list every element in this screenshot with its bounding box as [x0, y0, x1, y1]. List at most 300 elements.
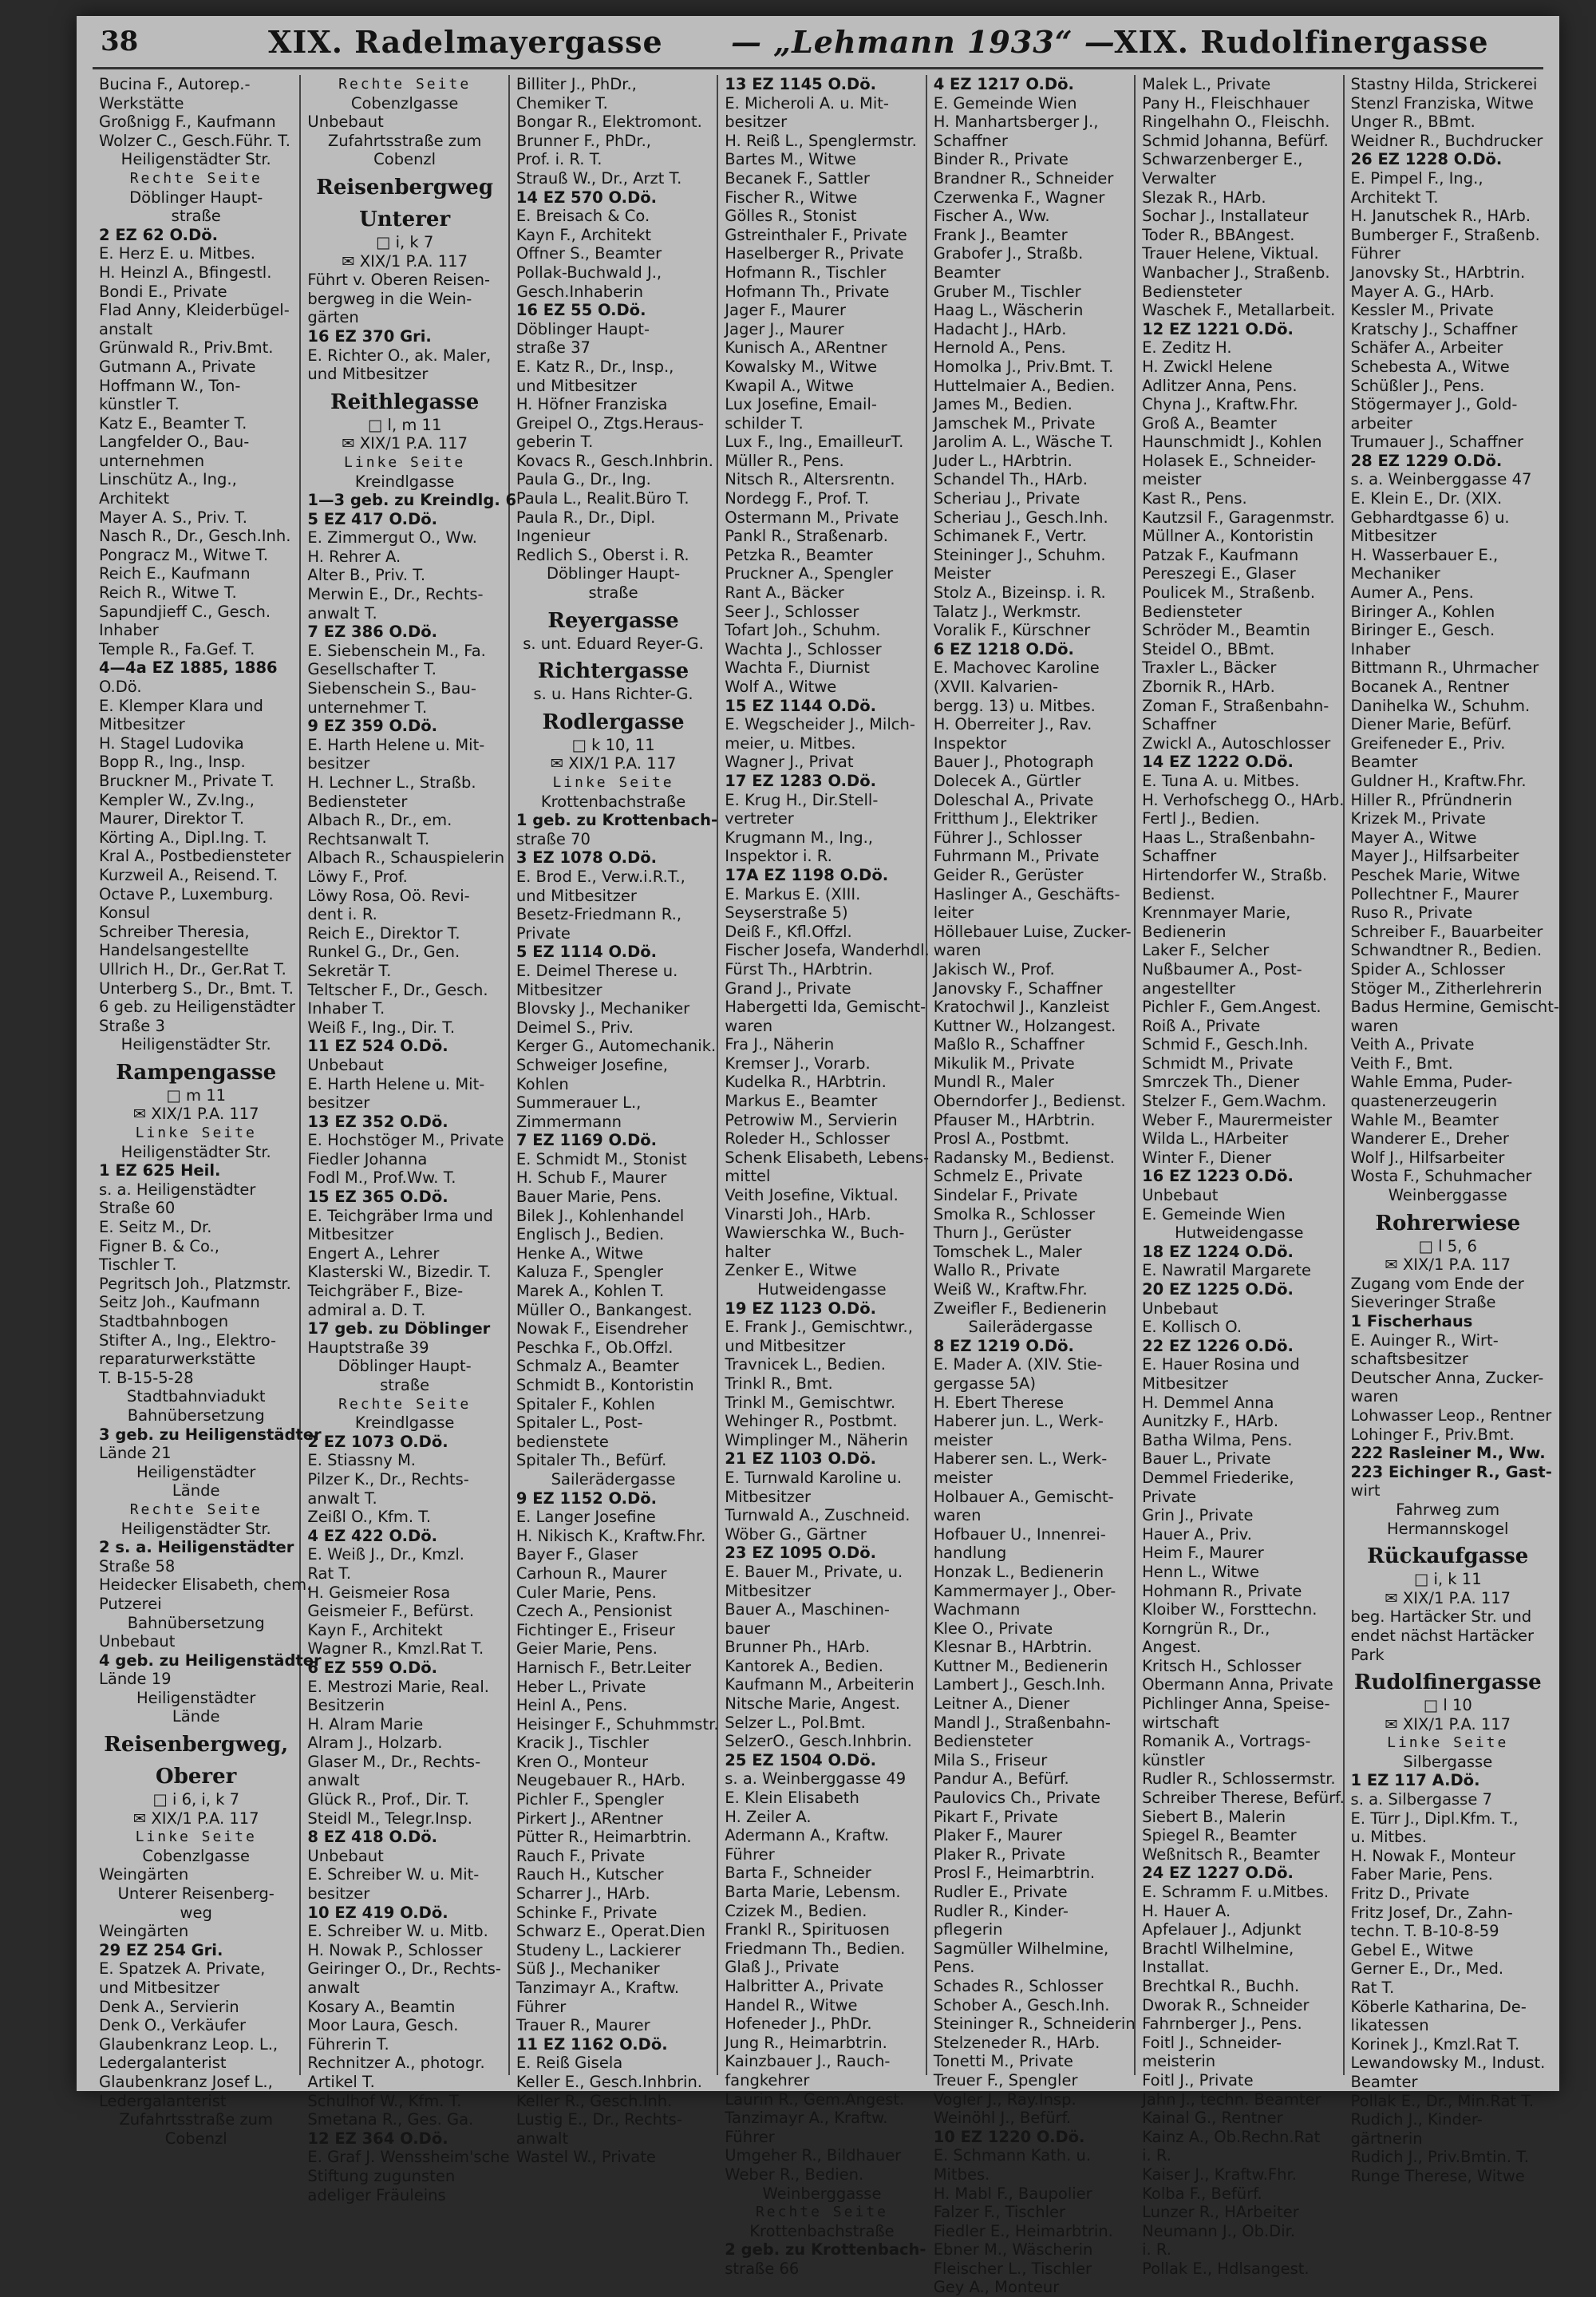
resident-entry: und Mitbesitzer [725, 1336, 846, 1355]
cross-street-label: Weinberggasse [762, 2184, 882, 2203]
resident-entry: Besetz-Friedmann R., [516, 905, 682, 924]
resident-entry: Bedienerin [1142, 922, 1227, 941]
resident-entry: Prosl F., Heimarbtrin. [933, 1864, 1096, 1883]
resident-entry: H. Zwickl Helene [1142, 357, 1273, 376]
resident-entry: Rudler R., Schlossermstr. [1142, 1769, 1336, 1789]
resident-entry: mittel [725, 1167, 771, 1186]
resident-entry: Rauch H., Kutscher [516, 1865, 664, 1884]
house-number-entry: 13 EZ 1145 O.Dö. [725, 75, 877, 93]
resident-entry: Ledergalanterist [99, 2091, 227, 2110]
house-number-entry: 11 EZ 524 O.Dö. [307, 1037, 448, 1056]
resident-entry: E. Zimmergut O., Ww. [307, 528, 477, 548]
resident-entry: künstler [1142, 1750, 1205, 1769]
resident-entry: likatessen [1350, 2016, 1429, 2035]
resident-entry: E. Krug H., Dir.Stell- [725, 790, 879, 809]
resident-entry: Albach R., Dr., em. [307, 811, 452, 830]
resident-entry: H. Heinzl A., Bfingestl. [99, 263, 272, 282]
resident-entry: meister [933, 1468, 993, 1487]
house-number-entry: 8 EZ 418 O.Dö. [307, 1828, 438, 1847]
resident-entry: Hohmann R., Private [1142, 1581, 1302, 1600]
resident-entry: Pereszegi E., Glaser [1142, 564, 1296, 583]
resident-entry: Blovsky J., Mechaniker [516, 999, 690, 1018]
resident-entry: Schober A., Gesch.Inh. [933, 1995, 1110, 2014]
cross-street-label: weg [180, 1903, 212, 1922]
resident-entry: Kwapil A., Witwe [725, 376, 854, 395]
resident-entry: Wahle Emma, Puder- [1350, 1073, 1513, 1092]
resident-entry: Guldner H., Kraftw.Fhr. [1350, 771, 1527, 790]
resident-entry: Lände 21 [99, 1444, 172, 1463]
street-side-label: Linke Seite [344, 453, 466, 471]
street-heading: Rohrerwiese [1375, 1211, 1521, 1235]
resident-entry: E. Reiß Gisela [516, 2054, 623, 2073]
resident-entry: Veith F., Bmt. [1350, 1054, 1453, 1073]
resident-entry: i. R. [1142, 2146, 1171, 2165]
resident-entry: Hirtendorfer W., Straßb. [1142, 865, 1328, 884]
resident-entry: Nußbaumer A., Post- [1142, 959, 1302, 978]
resident-entry: arbeiter [1350, 413, 1412, 433]
resident-entry: gärtnerin [1350, 2129, 1423, 2148]
resident-entry: Barta Marie, Lebensm. [725, 1883, 901, 1901]
resident-entry: E. Mader A. (XIV. Stie- [933, 1355, 1103, 1374]
resident-entry: Scharrer J., HArb. [516, 1884, 650, 1904]
street-info: ✉ XIX/1 P.A. 117 [1385, 1255, 1511, 1275]
resident-entry: Pens. [933, 1958, 975, 1977]
resident-entry: Hauer A., Priv. [1142, 1524, 1252, 1544]
resident-entry: Straße 3 [99, 1016, 165, 1035]
resident-entry: Zbornik R., HArb. [1142, 678, 1275, 696]
resident-entry: Nowak F., Eisendreher [516, 1319, 689, 1338]
resident-entry: Unbebaut [1142, 1299, 1219, 1318]
resident-entry: Schmelz E., Private [933, 1167, 1083, 1186]
resident-entry: Lewandowsky M., Indust. [1350, 2054, 1546, 2073]
resident-entry: Schreiber Therese, Befürf. [1142, 1789, 1345, 1808]
resident-entry: H. Hauer A. [1142, 1901, 1231, 1920]
resident-entry: Mayer A. S., Priv. T. [99, 508, 247, 527]
resident-entry: Krennmayer Marie, [1142, 903, 1291, 923]
resident-entry: E. Harth Helene u. Mit- [307, 1074, 485, 1093]
resident-entry: Grand J., Private [725, 978, 851, 998]
resident-entry: Markus E., Beamter [725, 1092, 878, 1111]
resident-entry: Mitbesitzer [725, 1581, 812, 1600]
house-number-entry: 2 s. a. Heiligenstädter [99, 1538, 294, 1557]
resident-entry: Wastel W., Private [516, 2148, 656, 2167]
house-number-entry: 3 geb. zu Heiligenstädter [99, 1425, 322, 1444]
resident-entry: Kempler W., Zv.Ing., [99, 790, 255, 809]
resident-entry: Führer [725, 1844, 775, 1864]
resident-entry: Faber Marie, Pens. [1350, 1865, 1493, 1884]
house-number-entry: 5 EZ 1114 O.Dö. [516, 943, 658, 962]
house-number-entry: 2 EZ 62 O.Dö. [99, 225, 219, 244]
resident-entry: Groß A., Beamter [1142, 413, 1277, 433]
resident-entry: Gesch.Inhaberin [516, 282, 643, 301]
resident-entry: Fahrnberger J., Pens. [1142, 2014, 1302, 2034]
resident-entry: E. Klein E., Dr. (XIX. [1350, 489, 1503, 508]
resident-entry: beg. Hartäcker Str. und [1350, 1607, 1532, 1627]
resident-entry: H. Geismeier Rosa [307, 1583, 451, 1602]
resident-entry: Rauch F., Private [516, 1846, 646, 1865]
resident-entry: Reich E., Direktor T. [307, 923, 460, 943]
resident-entry: Runkel G., Dr., Gen. [307, 943, 460, 962]
resident-entry: Unbebaut [99, 1632, 176, 1651]
resident-entry: Katz E., Beamter T. [99, 413, 247, 433]
resident-entry: Schröder M., Beamtin [1142, 621, 1310, 640]
resident-entry: Adlitzer Anna, Pens. [1142, 376, 1298, 395]
resident-entry: O.Dö. [99, 678, 142, 696]
resident-entry: E. Stiassny M. [307, 1451, 416, 1470]
resident-entry: Gey A., Monteur [933, 2278, 1060, 2297]
resident-entry: Stiftung zugunsten [307, 2166, 456, 2185]
resident-entry: Schaffner [933, 131, 1008, 150]
resident-entry: meier, u. Mitbes. [725, 733, 856, 753]
house-number-entry: 20 EZ 1225 O.Dö. [1142, 1280, 1294, 1299]
resident-entry: Kren O., Monteur [516, 1752, 649, 1771]
resident-entry: Unbebaut [307, 1846, 384, 1865]
cross-street-label: Heiligenstädter Str. [120, 1035, 271, 1054]
resident-entry: Hoffmann W., Ton- [99, 376, 241, 395]
resident-entry: Kurzweil A., Reisend. T. [99, 865, 279, 884]
resident-entry: Schandel Th., HArb. [933, 470, 1088, 489]
street-info: □ m 11 [166, 1085, 227, 1105]
resident-entry: Radansky M., Bedienst. [933, 1148, 1115, 1167]
resident-entry: Müller O., Bankangest. [516, 1300, 693, 1319]
resident-entry: Wawierschka W., Buch- [725, 1224, 905, 1243]
resident-entry: pflegerin [933, 1920, 1003, 1939]
resident-entry: angestellter [1142, 978, 1236, 998]
resident-entry: Pichlinger Anna, Speise- [1142, 1694, 1330, 1714]
resident-entry: admiral a. D. T. [307, 1300, 426, 1319]
resident-entry: Keller R., Gesch.Inh. [516, 2091, 673, 2110]
column-4 [718, 75, 930, 2278]
resident-entry: Kudelka R., HArbtrin. [725, 1073, 887, 1092]
resident-entry: Romanik A., Vortrags- [1142, 1732, 1311, 1751]
resident-entry: H. Nowak F., Monteur [1350, 1846, 1515, 1865]
resident-entry: Wachta J., Schlosser [725, 639, 882, 658]
resident-entry: Bittmann R., Uhrmacher [1350, 658, 1539, 678]
house-number-entry: 17 geb. zu Döblinger [307, 1319, 491, 1338]
resident-entry: Kessler M., Private [1350, 301, 1494, 320]
resident-entry: Zimmermann [516, 1112, 622, 1131]
resident-entry: Fra J., Näherin [725, 1035, 835, 1054]
resident-entry: Bauer A., Maschinen- [725, 1600, 890, 1619]
house-number-entry: 7 EZ 386 O.Dö. [307, 623, 438, 642]
resident-entry: James M., Bedien. [933, 395, 1073, 414]
resident-entry: Trauer Helene, Viktual. [1142, 244, 1319, 263]
resident-entry: E. Auinger R., Wirt- [1350, 1330, 1499, 1350]
resident-entry: Frank J., Beamter [933, 225, 1068, 244]
cross-street-label: Hermannskogel [1387, 1519, 1509, 1538]
resident-entry: Slezak R., HArb. [1142, 188, 1266, 207]
resident-entry: Kloiber W., Forsttechn. [1142, 1600, 1317, 1619]
resident-entry: Wolf J., Hilfsarbeiter [1350, 1148, 1505, 1167]
resident-entry: E. Schreiber W. u. Mit- [307, 1865, 480, 1884]
cross-street-label: straße [588, 583, 638, 603]
resident-entry: Nasch R., Dr., Gesch.Inh. [99, 527, 291, 546]
header-right-street: XIX. Rudolfinergasse [1114, 24, 1489, 60]
resident-entry: Kantorek A., Bedien. [725, 1656, 883, 1675]
resident-entry: Unterberg S., Dr., Bmt. T. [99, 978, 294, 998]
resident-entry: Werkstätte [99, 93, 184, 113]
house-number-entry: 4—4a EZ 1885, 1886 [99, 658, 278, 678]
resident-entry: Ruso R., Private [1350, 903, 1473, 923]
resident-entry: Octave P., Luxemburg. [99, 884, 274, 903]
resident-entry: Verwalter [1142, 168, 1216, 188]
resident-entry: Rat T. [1350, 1979, 1395, 1997]
resident-entry: waren [1350, 1016, 1399, 1035]
resident-entry: Pongracz M., Witwe T. [99, 545, 269, 564]
resident-entry: Stifter A., Ing., Elektro- [99, 1330, 277, 1350]
resident-entry: Spitaler L., Post- [516, 1413, 643, 1433]
house-number-entry: 1 EZ 625 Heil. [99, 1161, 221, 1180]
resident-entry: Gebhardtgasse 6) u. [1350, 508, 1510, 527]
resident-entry: H. Ebert Therese [933, 1393, 1064, 1412]
resident-entry: Pany H., Fleischhauer [1142, 93, 1310, 113]
resident-entry: Kowalsky M., Witwe [725, 357, 878, 376]
resident-entry: Trauer R., Maurer [516, 2016, 650, 2035]
resident-entry: Ledergalanterist [99, 2054, 227, 2073]
resident-entry: Schreiber F., Bauarbeiter [1350, 922, 1543, 941]
resident-entry: Krugmann M., Ing., [725, 828, 873, 847]
house-number-entry: 8 EZ 1219 O.Dö. [933, 1336, 1074, 1355]
resident-entry: Maurer, Direktor T. [99, 809, 245, 828]
resident-entry: Kainzbauer J., Rauch- [725, 2052, 891, 2071]
resident-entry: Weiß F., Ing., Dir. T. [307, 1018, 456, 1037]
resident-entry: leiter [933, 903, 974, 923]
street-info: □ l 10 [1423, 1696, 1472, 1715]
resident-entry: Steidel O., BBmt. [1142, 639, 1275, 658]
street-side-label: Rechte Seite [129, 1500, 263, 1518]
street-heading: Rückaufgasse [1367, 1544, 1529, 1569]
resident-entry: Kritsch H., Schlosser [1142, 1656, 1302, 1675]
resident-entry: Rechtsanwalt T. [307, 829, 430, 848]
resident-entry: Straße 58 [99, 1556, 176, 1575]
resident-entry: Jager J., Maurer [725, 319, 844, 338]
resident-entry: H. Lechner L., Straßb. [307, 773, 476, 792]
resident-entry: Müllner A., Kontoristin [1142, 527, 1314, 546]
resident-entry: Unger R., BBmt. [1350, 113, 1476, 132]
resident-entry: Lunzer R., HArbeiter [1142, 2203, 1299, 2222]
resident-entry: Beamter [1350, 753, 1418, 772]
resident-entry: Bondi E., Private [99, 282, 227, 301]
resident-entry: E. Hauer Rosina und [1142, 1355, 1300, 1374]
resident-entry: Ringelhahn O., Fleischh. [1142, 113, 1330, 132]
resident-entry: Mitbesitzer [725, 1487, 812, 1506]
resident-entry: Schmid Johanna, Befürf. [1142, 131, 1329, 150]
resident-entry: Haberer sen. L., Werk- [933, 1449, 1108, 1469]
resident-entry: Mitbes. [933, 2165, 990, 2184]
resident-entry: handlung [933, 1544, 1007, 1563]
house-number-entry: 1—3 geb. zu Kreindlg. 6 [307, 491, 517, 510]
resident-entry: Rudich J., Priv.Bmtin. T. [1350, 2148, 1530, 2167]
resident-entry: Fritz Josef, Dr., Zahn- [1350, 1903, 1513, 1922]
resident-entry: Holasek E., Schneider- [1142, 451, 1317, 470]
resident-entry: Trinkl R., Bmt. [725, 1374, 833, 1393]
resident-entry: und Mitbesitzer [516, 886, 637, 905]
cross-street-label: Silbergasse [1403, 1752, 1493, 1771]
cross-street-label: Fahrweg zum [1396, 1500, 1500, 1519]
cross-street-label: Heiligenstädter [136, 1688, 256, 1707]
resident-entry: Schulhof W., Kfm. T. [307, 2091, 462, 2110]
resident-entry: Mandl J., Straßenbahn- [933, 1713, 1111, 1732]
resident-entry: Führt v. Oberen Reisen- [307, 271, 491, 290]
resident-entry: Wolzer C., Gesch.Führ. T. [99, 131, 290, 150]
resident-entry: H. Wasserbauer E., [1350, 545, 1499, 564]
street-info: s. unt. Eduard Reyer-G. [523, 634, 704, 653]
resident-entry: Architekt T. [1350, 188, 1439, 207]
resident-entry: Langfelder O., Bau- [99, 433, 250, 452]
resident-entry: Ebner M., Wäscherin [933, 2240, 1093, 2259]
resident-entry: Habergetti Ida, Gemischt- [725, 998, 926, 1017]
resident-entry: Lohwasser Leop., Rentner [1350, 1405, 1552, 1425]
resident-entry: Doleschal A., Private [933, 790, 1094, 809]
resident-entry: H. Demmel Anna [1142, 1393, 1274, 1412]
resident-entry: Gutmann A., Private [99, 357, 256, 376]
resident-entry: Gruber M., Tischler [933, 282, 1081, 301]
resident-entry: halter [725, 1242, 771, 1261]
resident-entry: Heinl A., Pens. [516, 1696, 628, 1715]
directory-page [77, 16, 1559, 2297]
street-heading: Reisenbergweg, [104, 1733, 289, 1757]
resident-entry: Prof. i. R. T. [516, 150, 602, 169]
resident-entry: besitzer [307, 1093, 370, 1113]
resident-entry: Schaffner [1142, 715, 1217, 734]
house-number-entry: 6 EZ 559 O.Dö. [307, 1658, 438, 1677]
house-number-entry: 25 EZ 1504 O.Dö. [725, 1750, 877, 1769]
resident-entry: Schebesta A., Witwe [1350, 357, 1510, 376]
resident-entry: Tischler T. [99, 1255, 177, 1275]
resident-entry: meister [933, 1430, 993, 1449]
house-number-entry: 14 EZ 570 O.Dö. [516, 188, 658, 207]
resident-entry: Inhaber [1350, 639, 1411, 658]
resident-entry: Jung R., Heimarbtrin. [725, 2033, 887, 2052]
resident-entry: Culer Marie, Pens. [516, 1583, 657, 1602]
resident-entry: Teltscher F., Dr., Gesch. [307, 980, 488, 999]
cross-street-label: Sailerädergasse [551, 1469, 676, 1489]
resident-entry: bauer [725, 1619, 770, 1638]
resident-entry: Smrczek Th., Diener [1142, 1073, 1300, 1092]
resident-entry: Danihelka W., Schuhm. [1350, 696, 1531, 715]
house-number-entry: 9 EZ 1152 O.Dö. [516, 1489, 658, 1508]
resident-entry: quastenerzeugerin [1350, 1092, 1498, 1111]
resident-entry: Redlich S., Oberst i. R. [516, 545, 689, 564]
street-heading: Rodlergasse [542, 710, 685, 734]
resident-entry: Poulicek M., Straßenb. [1142, 583, 1316, 603]
resident-entry: Billiter J., PhDr., [516, 75, 637, 93]
resident-entry: Zwickl A., Autoschlosser [1142, 733, 1331, 753]
cross-street-label: Hutweidengasse [757, 1280, 887, 1299]
resident-entry: Rudler E., Private [933, 1883, 1068, 1901]
resident-entry: Heidecker Elisabeth, chem. [99, 1575, 312, 1595]
resident-entry: Jarolim A. L., Wäsche T. [933, 433, 1114, 452]
resident-entry: Führer [725, 2127, 775, 2146]
resident-entry: Fritthum J., Elektriker [933, 809, 1098, 828]
resident-entry: Badus Hermine, Gemischt- [1350, 998, 1559, 1017]
resident-entry: Roiß A., Private [1142, 1016, 1261, 1035]
cross-street-label: straße [380, 1376, 430, 1394]
resident-entry: Jakisch W., Prof. [933, 959, 1055, 978]
resident-entry: Carhoun R., Maurer [516, 1564, 667, 1583]
resident-entry: Thurn J., Gerüster [933, 1224, 1072, 1243]
resident-entry: Köberle Katharina, De- [1350, 1997, 1527, 2016]
resident-entry: Bauer Marie, Pens. [516, 1188, 662, 1207]
resident-entry: H. Schub F., Maurer [516, 1168, 667, 1188]
resident-entry: Bayer F., Glaser [516, 1545, 638, 1564]
column-2 [301, 75, 517, 2204]
resident-entry: Waschek F., Metallarbeit. [1142, 301, 1336, 320]
resident-entry: H. Oberreiter J., Rav. [933, 715, 1092, 734]
resident-entry: Kerger G., Automechanik. [516, 1037, 717, 1056]
resident-entry: Greipel O., Ztgs.Heraus- [516, 413, 705, 433]
resident-entry: Greifeneder E., Priv. [1350, 733, 1506, 753]
resident-entry: s. a. Weinberggasse 47 [1350, 470, 1532, 489]
resident-entry: E. Tuna A. u. Mitbes. [1142, 771, 1300, 790]
resident-entry: anstalt [99, 319, 153, 338]
house-number-entry: 17A EZ 1198 O.Dö. [725, 865, 889, 884]
house-number-entry: 4 EZ 422 O.Dö. [307, 1526, 438, 1545]
resident-entry: Pollechtner F., Maurer [1350, 884, 1519, 903]
resident-entry: waren [933, 941, 982, 960]
resident-entry: Runge Therese, Witwe [1350, 2166, 1525, 2185]
resident-entry: Fischer Josefa, Wanderhdl. [725, 941, 930, 960]
house-number-entry: 3 EZ 1078 O.Dö. [516, 848, 658, 868]
resident-entry: Homolka J., Priv.Bmt. T. [933, 357, 1114, 376]
cross-street-label: Heiligenstädter Str. [120, 150, 271, 169]
resident-entry: schaftsbesitzer [1350, 1350, 1468, 1369]
street-info: ✉ XIX/1 P.A. 117 [342, 251, 468, 271]
resident-entry: Lux Josefine, Email- [725, 395, 877, 414]
resident-entry: Döblinger Haupt- [516, 319, 650, 338]
street-info: □ l, m 11 [367, 415, 442, 434]
resident-entry: E. Gemeinde Wien [933, 93, 1077, 113]
resident-entry: Krizek M., Private [1350, 809, 1486, 828]
resident-entry: E. Zeditz H. [1142, 338, 1232, 358]
resident-entry: Pilzer K., Dr., Rechts- [307, 1469, 469, 1489]
resident-entry: Klesnar B., HArbtrin. [933, 1638, 1092, 1657]
resident-entry: H. Nikisch K., Kraftw.Fhr. [516, 1526, 706, 1545]
cross-street-label: Kreindlgasse [354, 472, 455, 491]
resident-entry: Haselberger R., Private [725, 244, 904, 263]
resident-entry: Laurin R., Gem.Angest. [725, 2089, 905, 2109]
cross-street-label: Stadtbahnviadukt [126, 1387, 266, 1406]
resident-entry: Brandner R., Schneider [933, 168, 1114, 188]
resident-entry: Wagner J., Privat [725, 753, 854, 772]
resident-entry: Marek A., Kohlen T. [516, 1282, 665, 1301]
resident-entry: E. Schreiber W. u. Mitb. [307, 1922, 488, 1941]
resident-entry: Vinarsti Joh., HArb. [725, 1204, 871, 1224]
resident-entry: Kayn F., Architekt [516, 225, 652, 244]
resident-entry: Bauer J., Photograph [933, 753, 1094, 772]
house-number-entry: 16 EZ 1223 O.Dö. [1142, 1167, 1294, 1186]
resident-entry: bergweg in die Wein- [307, 289, 472, 308]
resident-entry: techn. T. B-10-8-59 [1350, 1922, 1499, 1941]
resident-entry: Haunschmidt J., Kohlen [1142, 433, 1322, 452]
house-number-entry: 22 EZ 1226 O.Dö. [1142, 1336, 1294, 1355]
resident-entry: Aunitzky F., HArb. [1142, 1412, 1279, 1431]
resident-entry: Löwy F., Prof. [307, 867, 408, 886]
resident-entry: Binder R., Private [933, 150, 1069, 169]
resident-entry: Kaufmann M., Arbeiterin [725, 1675, 915, 1694]
house-number-entry: 15 EZ 365 O.Dö. [307, 1188, 448, 1207]
resident-entry: Mitbesitzer [1350, 527, 1437, 546]
resident-entry: H. Nowak P., Schlosser [307, 1940, 483, 1959]
resident-entry: Petzka R., Beamter [725, 545, 873, 564]
resident-entry: Wilda L., HArbeiter [1142, 1129, 1289, 1148]
resident-entry: Henn L., Witwe [1142, 1562, 1260, 1581]
resident-entry: adeliger Fräuleins [307, 2185, 446, 2204]
resident-entry: E. Weiß J., Dr., Kmzl. [307, 1545, 464, 1564]
resident-entry: Moor Laura, Gesch. [307, 2016, 459, 2035]
house-number-entry: 7 EZ 1169 O.Dö. [516, 1131, 658, 1150]
resident-entry: Neugebauer R., HArb. [516, 1771, 686, 1790]
